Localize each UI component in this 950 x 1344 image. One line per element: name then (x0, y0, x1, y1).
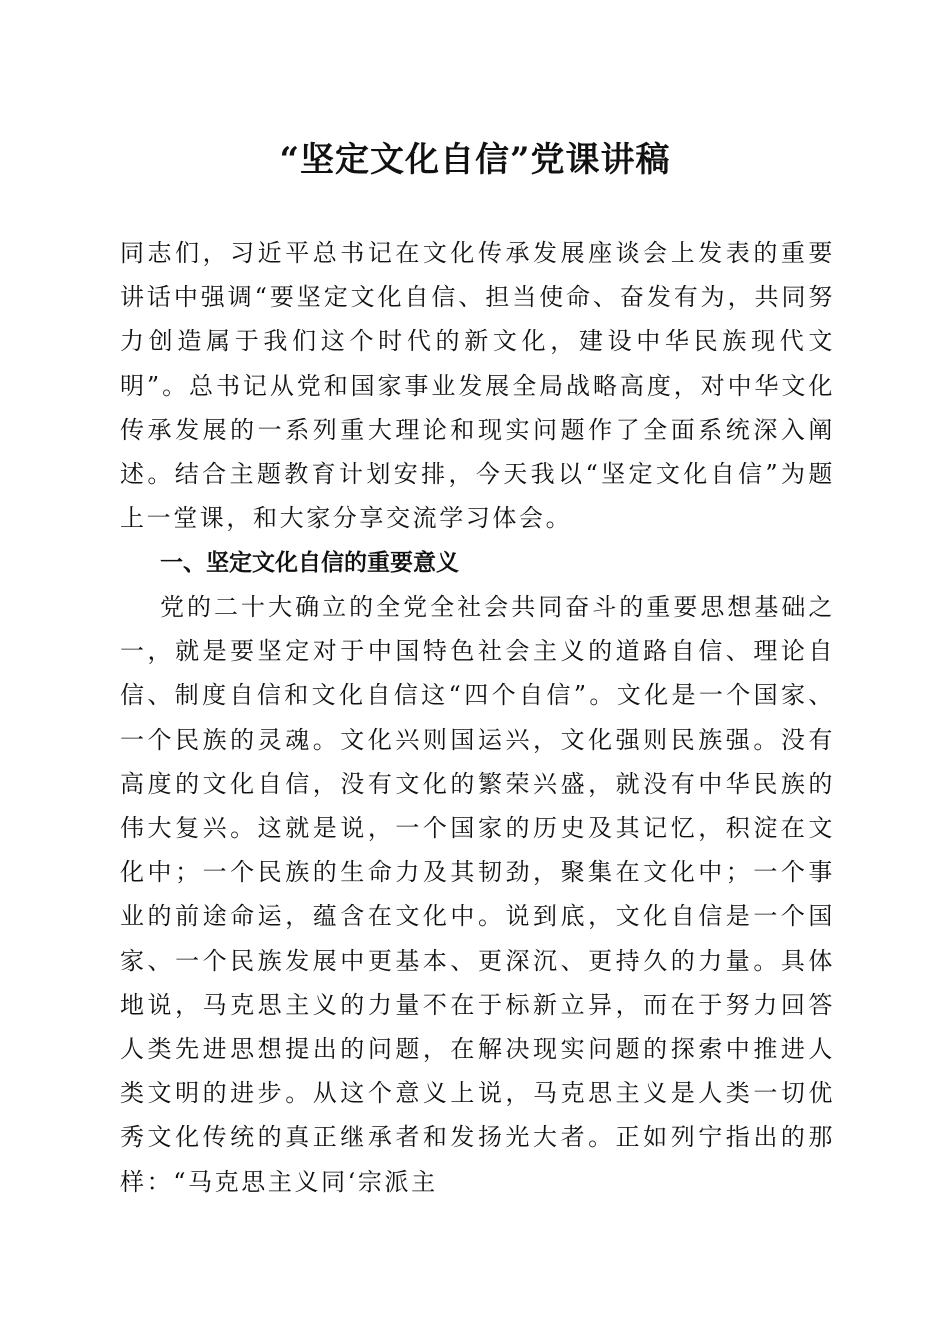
document-title: “坚定文化自信”党课讲稿 (279, 140, 671, 180)
section-heading: 一、坚定文化自信的重要意义 (160, 550, 459, 576)
intro-paragraph: 同志们，习近平总书记在文化传承发展座谈会上发表的重要讲话中强调“要坚定文化自信、担当使命、奋发有为，共同努力创造属于我们这个时代的新文化，建设中华民族现代文明”。总书记从党和国家事业发展全局战略高度，对中华文化传承发展的一系列重大理论和现实问题作了全面系统深入阐述。结合主题教育计划安排，今天我以“坚定文化自信”为题上一堂课，和大家分享交流学习体会。 (120, 239, 835, 533)
section-paragraph: 党的二十大确立的全党全社会共同奋斗的重要思想基础之一，就是要坚定对于中国特色社会主义的道路自信、理论自信、制度自信和文化自信这“四个自信”。文化是一个国家、一个民族的灵魂。文化兴则国运兴，文化强则民族强。没有高度的文化自信，没有文化的繁荣兴盛，就没有中华民族的伟大复兴。这就是说，一个国家的历史及其记忆，积淀在文化中；一个民族的生命力及其韧劲，聚集在文化中；一个事业的前途命运，蕴含在文化中。说到底，文化自信是一个国家、一个民族发展中更基本、更深沉、更持久的力量。具体地说，马克思主义的力量不在于标新立异，而在于努力回答人类先进思想提出的问题，在解决现实问题的探索中推进人类文明的进步。从这个意义上说，马克思主义是人类一切优秀文化传统的真正继承者和发扬光大者。正如列宁指出的那样：“马克思主义同‘宗派主 (120, 593, 835, 1196)
